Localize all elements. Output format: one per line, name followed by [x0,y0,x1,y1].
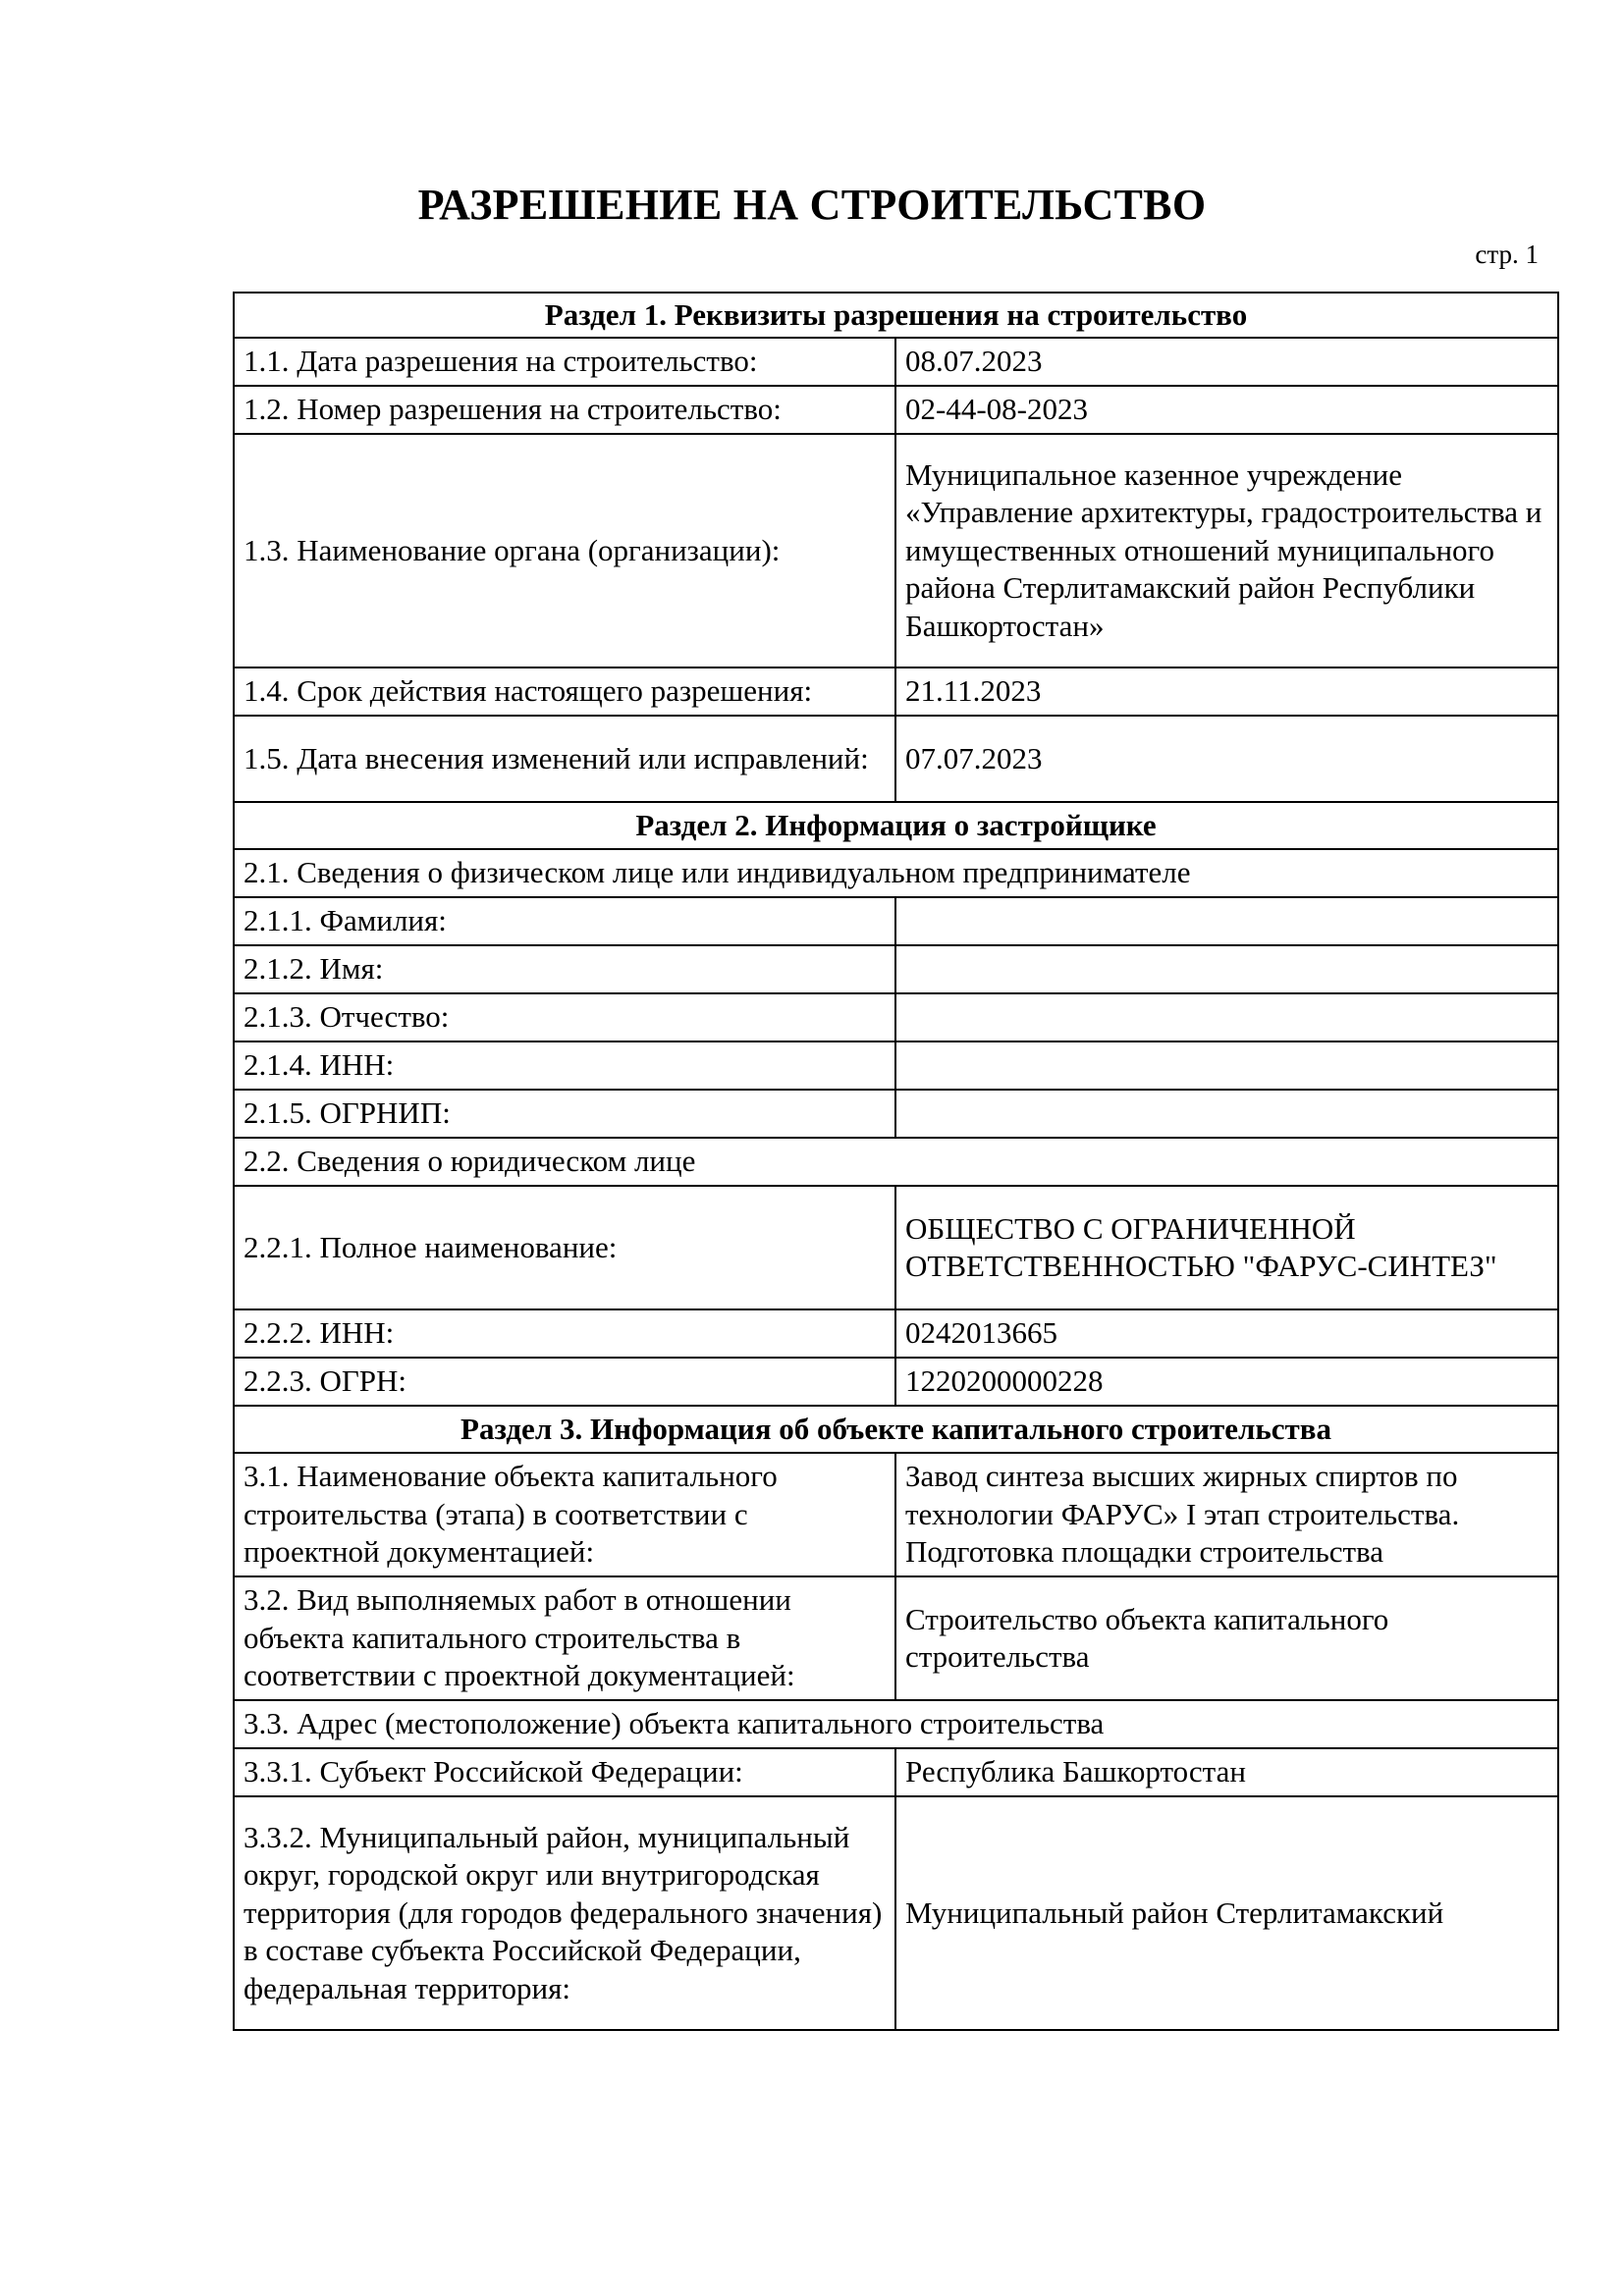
subsection-label: 3.3. Адрес (местоположение) объекта капитального строительства [234,1700,1558,1748]
table-row [234,386,1558,434]
row-value: 07.07.2023 [895,716,1558,802]
row-label: 2.2.2. ИНН: [234,1309,895,1358]
row-value [895,897,1558,945]
table-row [234,1748,1558,1796]
section-heading: Раздел 1. Реквизиты разрешения на строительство [234,293,1558,338]
document-title: РАЗРЕШЕНИЕ НА СТРОИТЕЛЬСТВО [417,181,1207,229]
row-label: 1.1. Дата разрешения на строительство: [234,338,895,386]
row-label: 2.1.3. Отчество: [234,993,895,1041]
section-heading: Раздел 2. Информация о застройщике [234,802,1558,849]
subsection-row [234,1138,1558,1186]
table-row [234,1186,1558,1309]
row-label: 1.5. Дата внесения изменений или исправлений: [234,716,895,802]
permit-table [233,292,1559,2031]
row-value [895,1090,1558,1138]
table-row [234,1576,1558,1700]
row-value [895,1041,1558,1090]
table-row [234,434,1558,667]
table-row [234,897,1558,945]
table-row [234,1090,1558,1138]
table-row [234,1796,1558,2030]
row-value: Муниципальное казенное учреждение «Управление архитектуры, градостроительства и имущественных отношений муниципального района Стерлитамакский район Республики Башкортостан» [895,434,1558,667]
subsection-label: 2.1. Сведения о физическом лице или индивидуальном предпринимателе [234,849,1558,897]
row-label: 2.1.5. ОГРНИП: [234,1090,895,1138]
row-label: 2.1.2. Имя: [234,945,895,993]
row-label: 3.3.2. Муниципальный район, муниципальный округ, городской округ или внутригородская территория (для городов федерального значения) в составе субъекта Российской Федерации, федеральная территория: [234,1796,895,2030]
table-row [234,993,1558,1041]
subsection-label: 2.2. Сведения о юридическом лице [234,1138,1558,1186]
section-2-header [234,802,1558,849]
row-value: Строительство объекта капитального строительства [895,1576,1558,1700]
table-row [234,1309,1558,1358]
table-row [234,1041,1558,1090]
table-row [234,716,1558,802]
table-row [234,1453,1558,1576]
section-heading: Раздел 3. Информация об объекте капитального строительства [234,1406,1558,1453]
row-value: 0242013665 [895,1309,1558,1358]
row-value: 21.11.2023 [895,667,1558,716]
subsection-row [234,849,1558,897]
table-row [234,338,1558,386]
row-value: 02-44-08-2023 [895,386,1558,434]
section-1-header [234,293,1558,338]
row-value: 08.07.2023 [895,338,1558,386]
row-label: 2.2.3. ОГРН: [234,1358,895,1406]
row-value [895,993,1558,1041]
row-value: 1220200000228 [895,1358,1558,1406]
row-value: Завод синтеза высших жирных спиртов по технологии ФАРУС» I этап строительства. Подготовка площадки строительства [895,1453,1558,1576]
section-3-header [234,1406,1558,1453]
row-label: 2.1.1. Фамилия: [234,897,895,945]
row-label: 3.2. Вид выполняемых работ в отношении объекта капитального строительства в соответствии с проектной документацией: [234,1576,895,1700]
row-value: Республика Башкортостан [895,1748,1558,1796]
table-row [234,667,1558,716]
subsection-row [234,1700,1558,1748]
row-label: 1.3. Наименование органа (организации): [234,434,895,667]
row-value: ОБЩЕСТВО С ОГРАНИЧЕННОЙ ОТВЕТСТВЕННОСТЬЮ "ФАРУС-СИНТЕЗ" [895,1186,1558,1309]
row-value [895,945,1558,993]
table-row [234,945,1558,993]
row-label: 3.3.1. Субъект Российской Федерации: [234,1748,895,1796]
table-row [234,1358,1558,1406]
row-value: Муниципальный район Стерлитамакский [895,1796,1558,2030]
page-number: стр. 1 [1475,240,1539,269]
row-label: 3.1. Наименование объекта капитального строительства (этапа) в соответствии с проектной документацией: [234,1453,895,1576]
row-label: 2.1.4. ИНН: [234,1041,895,1090]
row-label: 1.4. Срок действия настоящего разрешения: [234,667,895,716]
row-label: 1.2. Номер разрешения на строительство: [234,386,895,434]
row-label: 2.2.1. Полное наименование: [234,1186,895,1309]
